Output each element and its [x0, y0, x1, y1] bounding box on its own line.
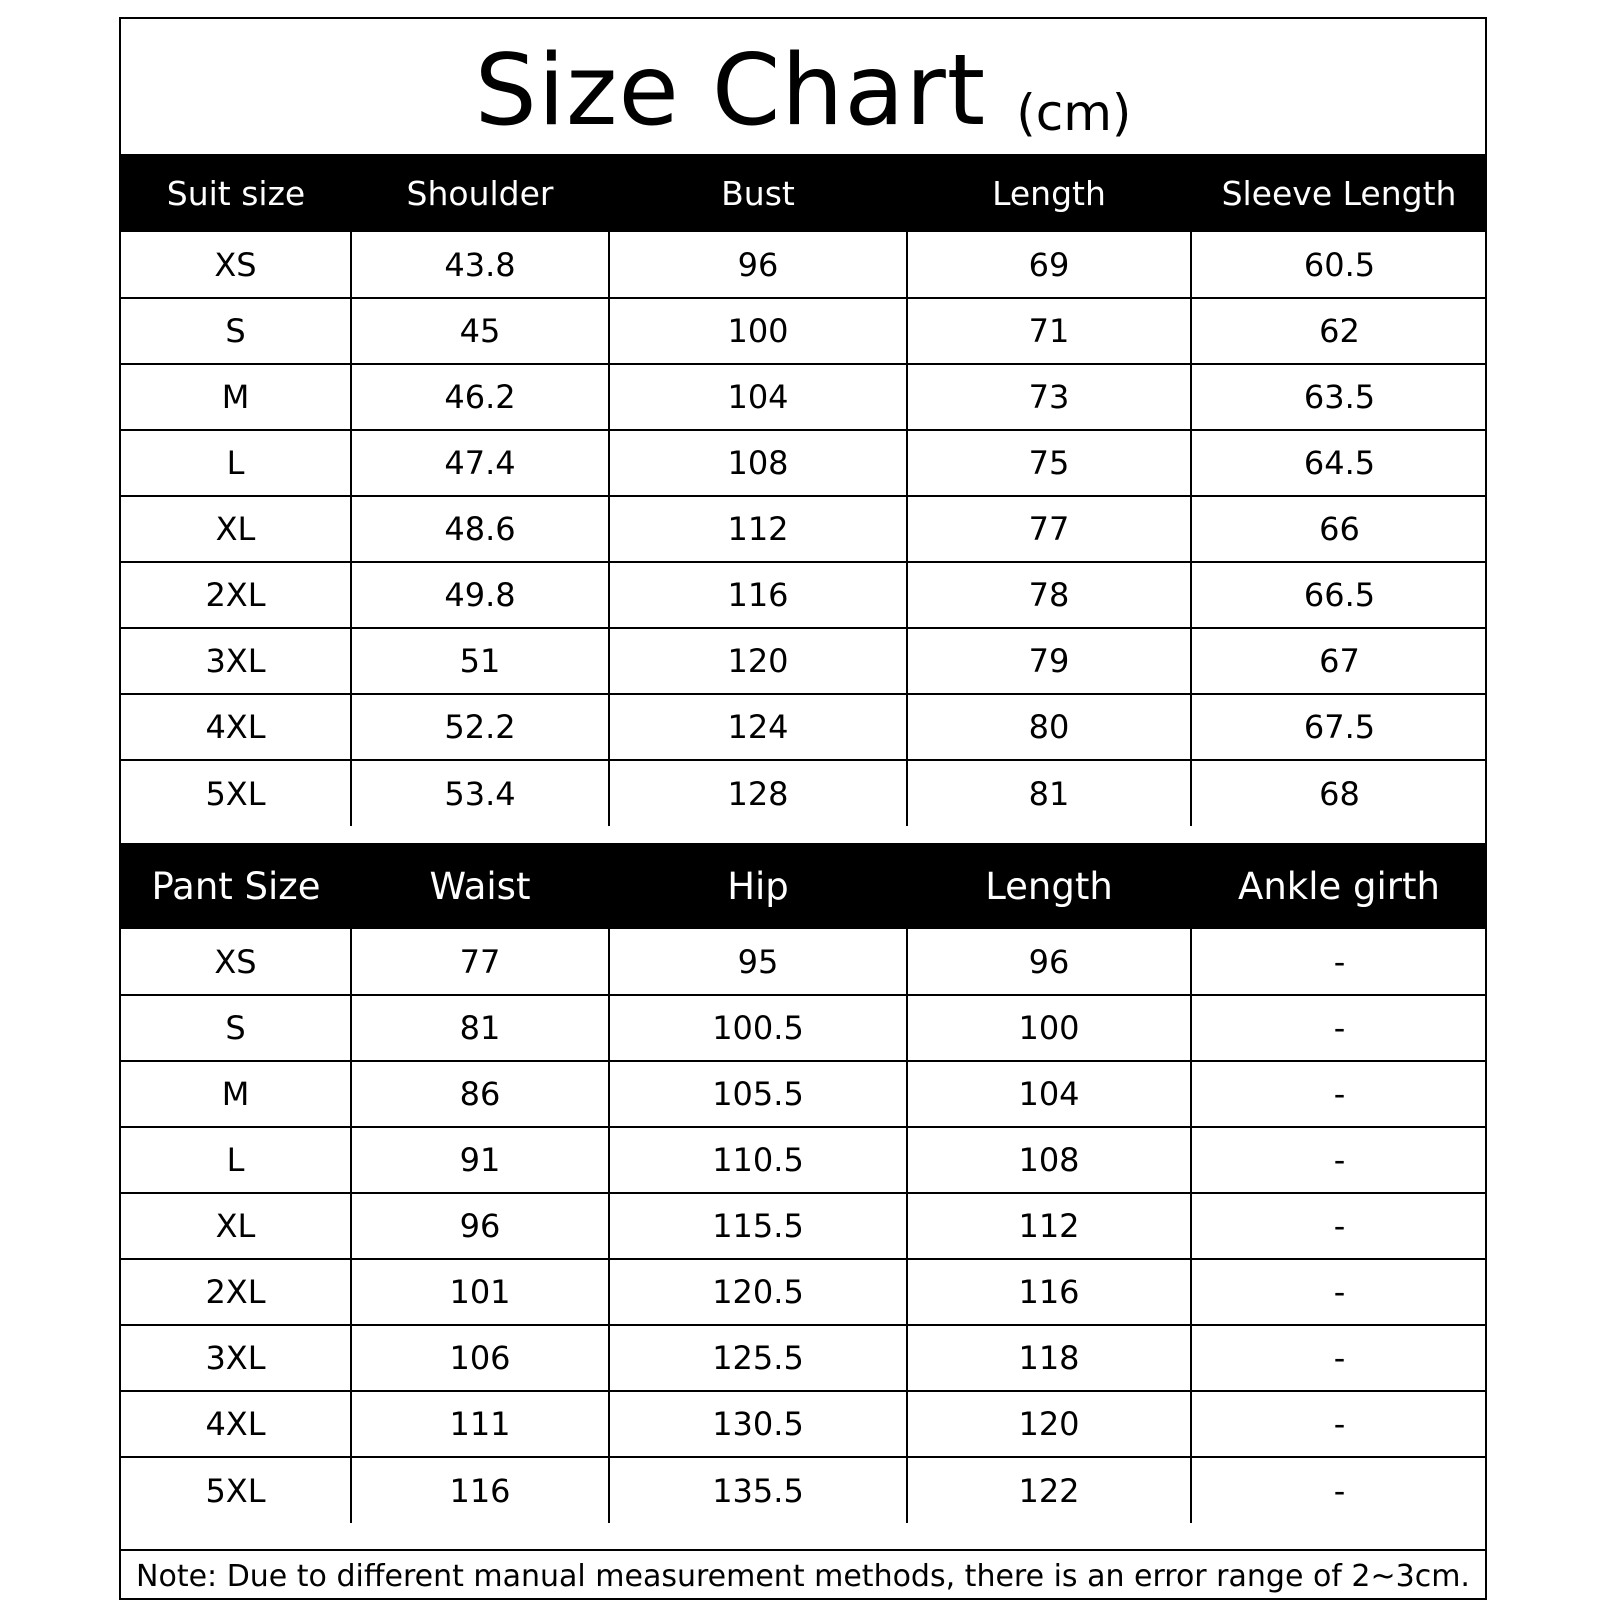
table-row — [121, 298, 1487, 364]
table-cell: S — [121, 298, 351, 364]
table-cell: 66 — [1191, 496, 1487, 562]
table-cell: 135.5 — [609, 1457, 907, 1523]
table-cell: 124 — [609, 694, 907, 760]
table-row — [121, 929, 1487, 995]
table-cell: 71 — [907, 298, 1191, 364]
suit-header-bust: Bust — [609, 154, 907, 232]
table-cell: - — [1191, 1061, 1487, 1127]
table-row — [121, 1061, 1487, 1127]
table-row — [121, 496, 1487, 562]
table-cell: 120 — [907, 1391, 1191, 1457]
suit-header-sleeve-length: Sleeve Length — [1191, 154, 1487, 232]
table-cell: M — [121, 364, 351, 430]
table-cell: 111 — [351, 1391, 609, 1457]
table-cell: 96 — [609, 232, 907, 298]
table-cell: 81 — [907, 760, 1191, 826]
table-cell: 75 — [907, 430, 1191, 496]
table-cell: 46.2 — [351, 364, 609, 430]
table-cell: 69 — [907, 232, 1191, 298]
chart-title — [121, 19, 1485, 154]
table-cell: 100.5 — [609, 995, 907, 1061]
table-cell: 112 — [907, 1193, 1191, 1259]
table-cell: 128 — [609, 760, 907, 826]
table-cell: 67 — [1191, 628, 1487, 694]
table-cell: L — [121, 1127, 351, 1193]
table-cell: 68 — [1191, 760, 1487, 826]
pant-header-waist: Waist — [351, 843, 609, 929]
table-cell: - — [1191, 1457, 1487, 1523]
table-cell: 43.8 — [351, 232, 609, 298]
table-cell: 4XL — [121, 694, 351, 760]
table-cell: 96 — [907, 929, 1191, 995]
table-cell: 5XL — [121, 1457, 351, 1523]
table-cell: 77 — [907, 496, 1191, 562]
table-row — [121, 1457, 1487, 1523]
table-cell: 110.5 — [609, 1127, 907, 1193]
table-cell: 53.4 — [351, 760, 609, 826]
table-cell: 86 — [351, 1061, 609, 1127]
table-row — [121, 232, 1487, 298]
table-cell: - — [1191, 1325, 1487, 1391]
table-cell: 47.4 — [351, 430, 609, 496]
table-row — [121, 628, 1487, 694]
table-cell: 116 — [907, 1259, 1191, 1325]
table-cell: 108 — [609, 430, 907, 496]
table-cell: 115.5 — [609, 1193, 907, 1259]
table-cell: 120.5 — [609, 1259, 907, 1325]
pant-header-ankle-girth: Ankle girth — [1191, 843, 1487, 929]
table-cell: 52.2 — [351, 694, 609, 760]
table-cell: 3XL — [121, 628, 351, 694]
title-unit: (cm) — [1016, 84, 1132, 142]
table-cell: 3XL — [121, 1325, 351, 1391]
table-cell: XL — [121, 496, 351, 562]
suit-header-size: Suit size — [121, 154, 351, 232]
table-cell: 79 — [907, 628, 1191, 694]
table-cell: 66.5 — [1191, 562, 1487, 628]
measurement-note: Note: Due to different manual measurement methods, there is an error range of 2~3cm. — [121, 1549, 1485, 1602]
table-cell: - — [1191, 1193, 1487, 1259]
pant-size-table — [121, 843, 1487, 1523]
table-row — [121, 1259, 1487, 1325]
suit-header-row — [121, 154, 1487, 232]
table-cell: - — [1191, 995, 1487, 1061]
table-cell: 5XL — [121, 760, 351, 826]
table-cell: - — [1191, 1259, 1487, 1325]
table-cell: 116 — [351, 1457, 609, 1523]
table-cell: 130.5 — [609, 1391, 907, 1457]
table-row — [121, 430, 1487, 496]
table-row — [121, 562, 1487, 628]
table-cell: 106 — [351, 1325, 609, 1391]
pant-header-hip: Hip — [609, 843, 907, 929]
pant-header-length: Length — [907, 843, 1191, 929]
table-cell: 104 — [907, 1061, 1191, 1127]
table-cell: 116 — [609, 562, 907, 628]
table-row — [121, 1193, 1487, 1259]
table-row — [121, 1127, 1487, 1193]
size-chart — [119, 17, 1487, 1600]
pant-header-row — [121, 843, 1487, 929]
table-cell: 108 — [907, 1127, 1191, 1193]
table-cell: 120 — [609, 628, 907, 694]
table-cell: L — [121, 430, 351, 496]
table-cell: 62 — [1191, 298, 1487, 364]
table-cell: 81 — [351, 995, 609, 1061]
table-cell: 80 — [907, 694, 1191, 760]
table-cell: - — [1191, 1127, 1487, 1193]
suit-size-table — [121, 154, 1487, 826]
table-row — [121, 1325, 1487, 1391]
table-cell: 64.5 — [1191, 430, 1487, 496]
table-cell: 2XL — [121, 1259, 351, 1325]
table-cell: 101 — [351, 1259, 609, 1325]
table-cell: 118 — [907, 1325, 1191, 1391]
table-cell: 67.5 — [1191, 694, 1487, 760]
table-row — [121, 760, 1487, 826]
pant-header-size: Pant Size — [121, 843, 351, 929]
table-cell: 73 — [907, 364, 1191, 430]
suit-header-length: Length — [907, 154, 1191, 232]
table-cell: 60.5 — [1191, 232, 1487, 298]
table-row — [121, 1391, 1487, 1457]
table-cell: 125.5 — [609, 1325, 907, 1391]
table-cell: 122 — [907, 1457, 1191, 1523]
table-cell: 63.5 — [1191, 364, 1487, 430]
table-cell: 49.8 — [351, 562, 609, 628]
table-cell: 2XL — [121, 562, 351, 628]
suit-header-shoulder: Shoulder — [351, 154, 609, 232]
table-cell: 95 — [609, 929, 907, 995]
table-cell: 4XL — [121, 1391, 351, 1457]
table-row — [121, 694, 1487, 760]
table-cell: 51 — [351, 628, 609, 694]
table-cell: 78 — [907, 562, 1191, 628]
table-row — [121, 364, 1487, 430]
table-cell: 105.5 — [609, 1061, 907, 1127]
table-cell: XL — [121, 1193, 351, 1259]
table-cell: M — [121, 1061, 351, 1127]
table-cell: XS — [214, 245, 257, 284]
table-cell: XS — [214, 942, 257, 981]
table-cell: 100 — [907, 995, 1191, 1061]
table-cell: 77 — [351, 929, 609, 995]
table-cell: - — [1191, 1391, 1487, 1457]
table-cell: 91 — [351, 1127, 609, 1193]
table-cell: S — [121, 995, 351, 1061]
table-cell: 100 — [609, 298, 907, 364]
table-row — [121, 995, 1487, 1061]
table-cell: 112 — [609, 496, 907, 562]
title-main: Size Chart — [474, 34, 987, 148]
table-cell: 48.6 — [351, 496, 609, 562]
table-cell: 45 — [351, 298, 609, 364]
table-cell: 104 — [609, 364, 907, 430]
table-cell: - — [1191, 929, 1487, 995]
table-cell: 96 — [351, 1193, 609, 1259]
